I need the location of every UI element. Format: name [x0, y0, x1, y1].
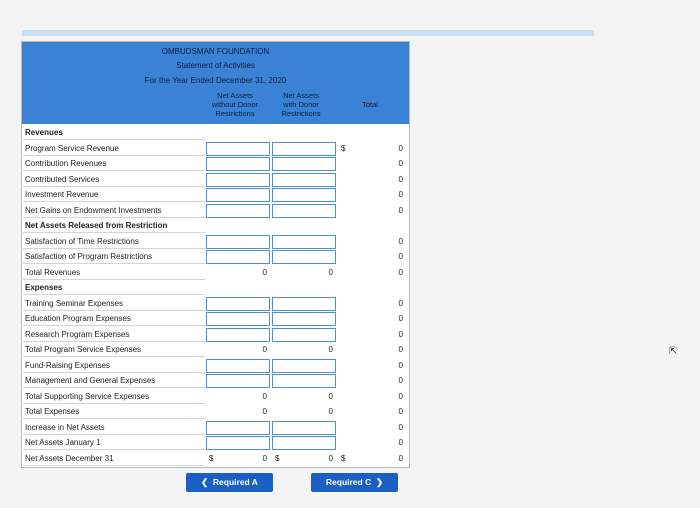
amount-value: 0 [398, 392, 403, 401]
amount-value: 0 [398, 190, 403, 199]
row-label: Education Program Expenses [23, 312, 205, 326]
chevron-right-icon: ❯ [375, 477, 384, 487]
amount-value: 0 [262, 268, 267, 277]
currency-symbol: $ [209, 454, 214, 463]
amount-input[interactable] [272, 359, 336, 373]
amount-input[interactable] [272, 188, 336, 202]
amount-input[interactable] [272, 328, 336, 342]
mouse-pointer-icon: ⇱ [669, 346, 678, 357]
amount-input[interactable] [206, 328, 270, 342]
amount-value: 0 [328, 345, 333, 354]
required-a-button[interactable] [186, 473, 273, 492]
amount-value: 0 [262, 392, 267, 401]
amount-value: 0 [398, 175, 403, 184]
row-label: Fund-Raising Expenses [23, 359, 205, 373]
row-label: Contribution Revenues [23, 157, 205, 171]
amount-input[interactable] [272, 235, 336, 249]
required-a-label: Required A [212, 477, 258, 487]
row-label: Total Expenses [23, 405, 205, 419]
amount-input[interactable] [272, 250, 336, 264]
row-label: Total Program Service Expenses [23, 343, 205, 357]
row-label: Total Revenues [23, 266, 205, 280]
amount-value: 0 [398, 314, 403, 323]
amount-input[interactable] [206, 297, 270, 311]
amount-value: 0 [398, 361, 403, 370]
amount-input[interactable] [206, 235, 270, 249]
required-c-button[interactable] [311, 473, 398, 492]
row-label: Program Service Revenue [23, 142, 205, 156]
amount-input[interactable] [206, 374, 270, 388]
amount-value: 0 [328, 392, 333, 401]
amount-input[interactable] [206, 142, 270, 156]
row-label: Satisfaction of Program Restrictions [23, 250, 205, 264]
amount-value: 0 [398, 299, 403, 308]
amount-input[interactable] [206, 421, 270, 435]
statement-title: Statement of Activities [176, 61, 255, 70]
amount-value: 0 [262, 454, 267, 463]
amount-value: 0 [328, 268, 333, 277]
row-label: Net Assets Released from Restriction [23, 219, 205, 233]
row-label: Increase in Net Assets [23, 421, 205, 435]
amount-input[interactable] [206, 250, 270, 264]
amount-value: 0 [398, 454, 403, 463]
amount-input[interactable] [206, 312, 270, 326]
amount-input[interactable] [206, 359, 270, 373]
currency-symbol: $ [275, 454, 280, 463]
amount-value: 0 [398, 423, 403, 432]
row-label: Training Seminar Expenses [23, 297, 205, 311]
row-label: Expenses [23, 281, 205, 295]
row-label: Total Supporting Service Expenses [23, 390, 205, 404]
amount-input[interactable] [272, 374, 336, 388]
amount-input[interactable] [272, 421, 336, 435]
amount-value: 0 [328, 407, 333, 416]
amount-value: 0 [398, 438, 403, 447]
required-c-label: Required C [325, 477, 372, 487]
amount-value: 0 [262, 345, 267, 354]
amount-input[interactable] [272, 312, 336, 326]
row-label: Net Gains on Endowment Investments [23, 204, 205, 218]
col-header-with-donor: Net Assets with Donor Restrictions [281, 91, 321, 118]
amount-value: 0 [398, 206, 403, 215]
currency-symbol: $ [341, 454, 346, 463]
amount-value: 0 [398, 376, 403, 385]
amount-value: 0 [398, 407, 403, 416]
row-label: Net Assets December 31 [23, 452, 205, 466]
col-header-total: Total [362, 100, 378, 109]
amount-value: 0 [398, 330, 403, 339]
amount-input[interactable] [272, 157, 336, 171]
row-label: Satisfaction of Time Restrictions [23, 235, 205, 249]
row-label: Research Program Expenses [23, 328, 205, 342]
col-header-without-donor: Net Assets without Donor Restrictions [211, 91, 259, 118]
amount-input[interactable] [206, 188, 270, 202]
amount-value: 0 [398, 144, 403, 153]
amount-input[interactable] [272, 142, 336, 156]
amount-value: 0 [398, 159, 403, 168]
statement-worksheet [21, 41, 410, 468]
amount-input[interactable] [206, 157, 270, 171]
amount-value: 0 [262, 407, 267, 416]
row-label: Revenues [23, 126, 205, 140]
amount-input[interactable] [272, 436, 336, 450]
amount-input[interactable] [272, 204, 336, 218]
row-label: Contributed Services [23, 173, 205, 187]
amount-input[interactable] [206, 173, 270, 187]
org-name: OMBUDSMAN FOUNDATION [161, 47, 270, 56]
amount-input[interactable] [206, 436, 270, 450]
statement-period: For the Year Ended December 31, 2020 [144, 76, 287, 85]
row-label: Management and General Expenses [23, 374, 205, 388]
row-label: Investment Revenue [23, 188, 205, 202]
amount-input[interactable] [272, 297, 336, 311]
top-progress-bar [22, 30, 594, 36]
amount-value: 0 [328, 454, 333, 463]
amount-value: 0 [398, 252, 403, 261]
row-label: Net Assets January 1 [23, 436, 205, 450]
chevron-left-icon: ❮ [201, 477, 209, 487]
amount-value: 0 [398, 237, 403, 246]
amount-value: 0 [398, 268, 403, 277]
amount-value: 0 [398, 345, 403, 354]
statement-header [22, 42, 409, 124]
currency-symbol: $ [341, 144, 346, 153]
amount-input[interactable] [272, 173, 336, 187]
amount-input[interactable] [206, 204, 270, 218]
